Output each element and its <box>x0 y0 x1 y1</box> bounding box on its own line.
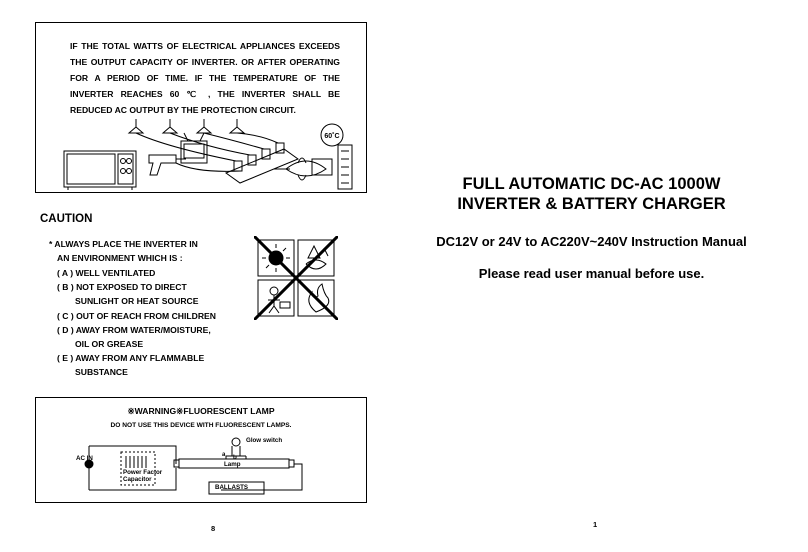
glow-switch-label: Glow switch <box>246 437 283 444</box>
child-icon <box>268 287 290 313</box>
notice-line-1: IF THE TOTAL WATTS OF ELECTRICAL APPLIANCES EXCEEDS <box>70 41 340 51</box>
notice-line-3: FOR A PERIOD OF TIME. IF THE TEMPERATURE OF THE <box>70 73 340 83</box>
power-factor-label: Power Factor <box>123 469 163 476</box>
notice-line-4: INVERTER REACHES 60 ℃ , THE INVERTER SHALL BE <box>70 89 340 99</box>
microwave-icon <box>64 151 136 190</box>
notice-line-5: REDUCED AC OUTPUT BY THE PROTECTION CIRCUIT. <box>70 105 296 115</box>
lamp-label: Lamp <box>224 461 241 468</box>
manual-title-line-1: FULL AUTOMATIC DC-AC 1000W <box>462 175 721 193</box>
caution-line: OIL OR GREASE <box>75 339 144 349</box>
power-strip-icon <box>226 143 298 183</box>
caution-line: ( E ) AWAY FROM ANY FLAMMABLE <box>57 353 205 363</box>
contact-a-label: a <box>222 451 226 458</box>
right-page-number: 1 <box>593 520 598 529</box>
caution-line: AN ENVIRONMENT WHICH IS : <box>57 253 183 263</box>
fluorescent-lamp-circuit-diagram <box>36 398 368 504</box>
glow-switch-icon <box>232 438 240 446</box>
caution-line: ( C ) OUT OF REACH FROM CHILDREN <box>57 311 216 321</box>
capacitor-label: Capacitor <box>123 476 152 483</box>
appliances-illustration <box>36 23 368 194</box>
manual-title-line-2: INVERTER & BATTERY CHARGER <box>457 195 726 213</box>
left-page-number: 8 <box>211 524 216 533</box>
caution-line: SUNLIGHT OR HEAT SOURCE <box>75 296 199 306</box>
caution-line: ( A ) WELL VENTILATED <box>57 268 156 278</box>
fluorescent-warning-box <box>35 397 367 503</box>
read-manual-note: Please read user manual before use. <box>478 266 705 281</box>
contact-b-label: b <box>233 454 237 461</box>
television-icon <box>181 133 207 163</box>
thermometer-panel-icon <box>338 145 352 189</box>
caution-line: ( B ) NOT EXPOSED TO DIRECT <box>57 282 187 292</box>
overload-notice-box <box>35 22 367 193</box>
temperature-badge: 60˚C <box>324 133 340 140</box>
ac-in-label: AC IN <box>76 455 93 462</box>
caution-line: SUBSTANCE <box>75 367 128 377</box>
inverter-icon <box>274 158 332 180</box>
caution-prohibited-conditions-illustration <box>254 236 338 320</box>
capacitor-plates-icon <box>126 456 146 468</box>
warning-subtitle: DO NOT USE THIS DEVICE WITH FLUORESCENT LAMPS. <box>110 422 292 429</box>
warning-title: ※WARNING※FLUORESCENT LAMP <box>127 406 275 416</box>
manual-subtitle: DC12V or 24V to AC220V~240V Instruction Manual <box>436 234 747 249</box>
caution-line: ( D ) AWAY FROM WATER/MOISTURE, <box>57 325 211 335</box>
caution-line: * ALWAYS PLACE THE INVERTER IN <box>49 239 198 249</box>
plug-icon <box>85 446 93 490</box>
notice-line-2: THE OUTPUT CAPACITY OF INVERTER. OR AFTER OPERATING <box>70 57 340 67</box>
ballasts-label: BALLASTS <box>215 484 248 491</box>
caution-heading: CAUTION <box>40 213 93 225</box>
